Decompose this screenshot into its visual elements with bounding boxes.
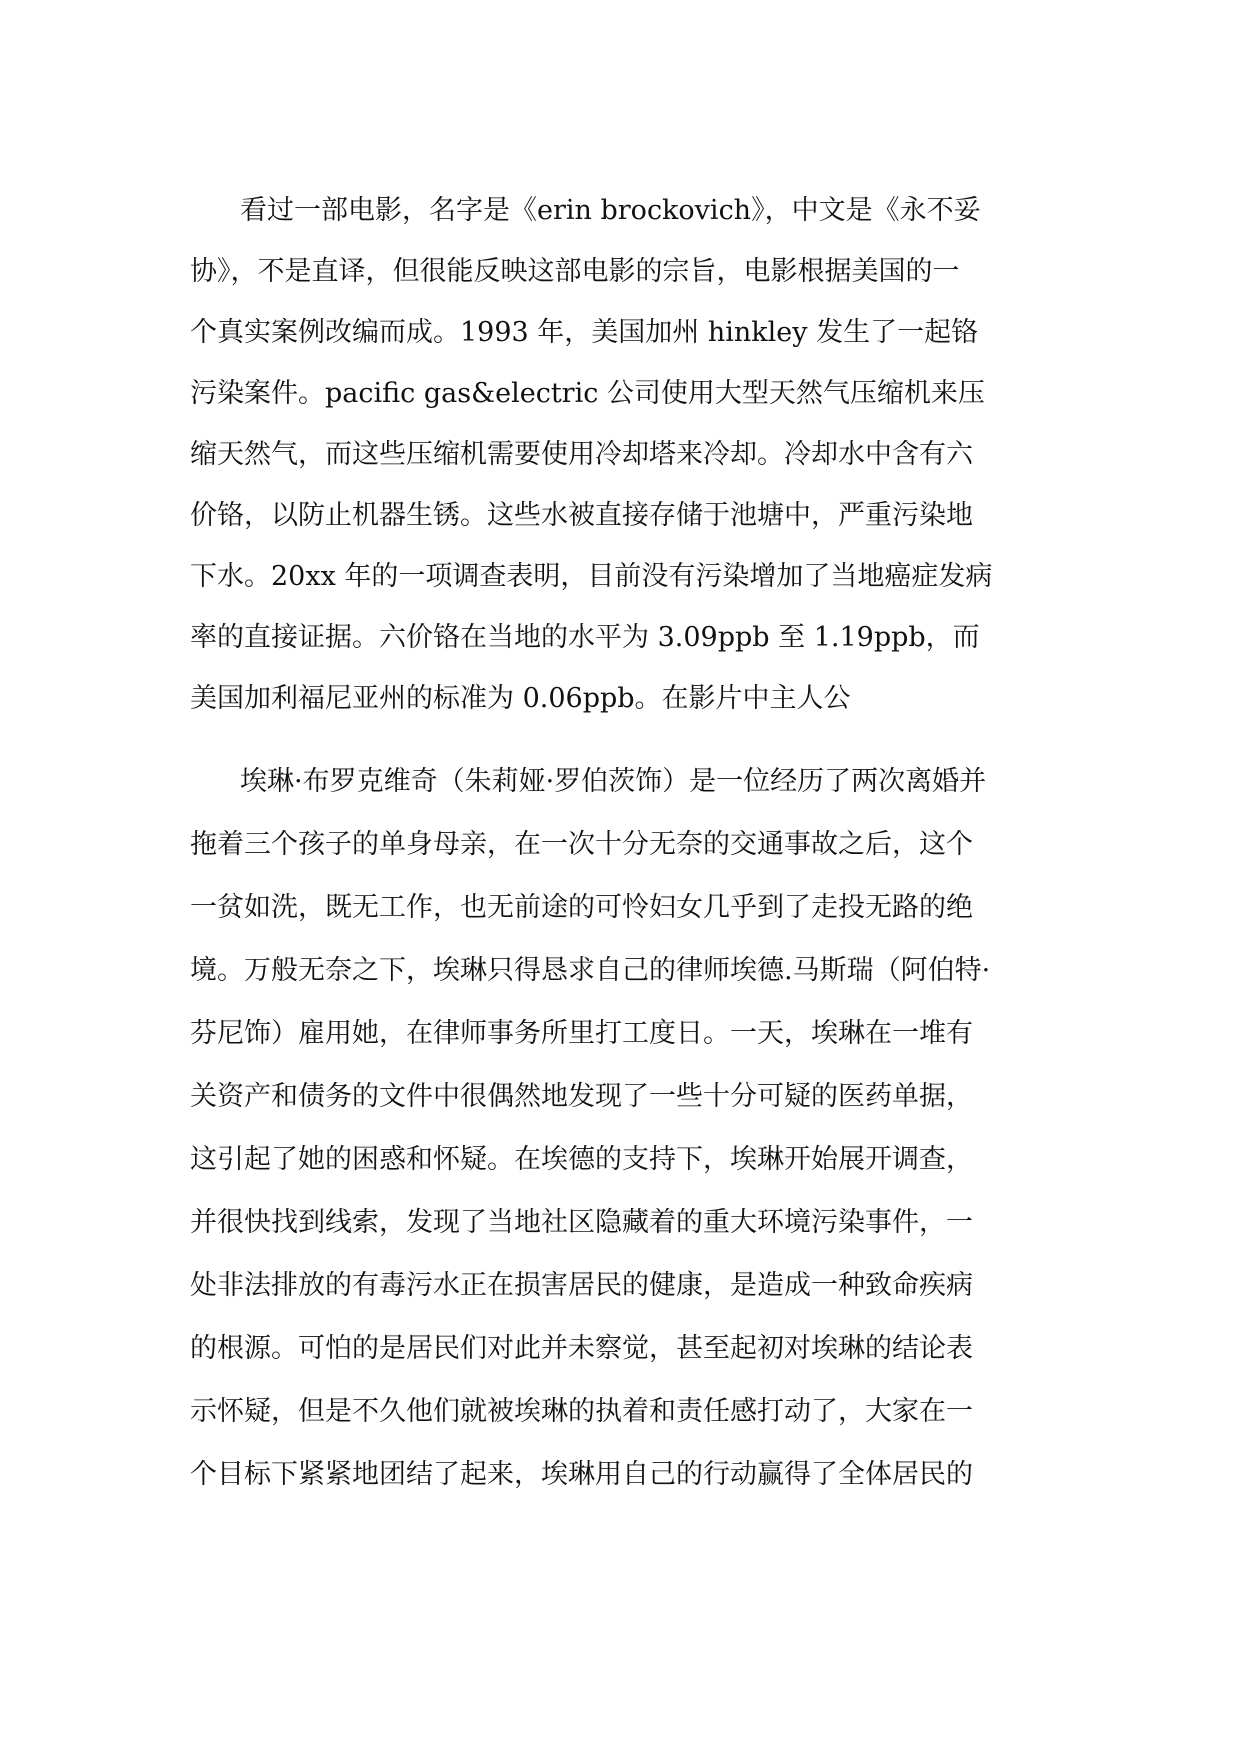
text-line: 看过一部电影，名字是《erin brockovich》，中文是《永不妥 bbox=[240, 195, 981, 226]
text-line: 污染案件。pacific gas&electric 公司使用大型天然气压缩机来压 bbox=[190, 378, 985, 409]
text-line: 关资产和债务的文件中很偶然地发现了一些十分可疑的医药单据， bbox=[190, 1081, 973, 1112]
text-line: 的根源。可怕的是居民们对此并未察觉，甚至起初对埃琳的结论表 bbox=[190, 1333, 973, 1364]
text-line: 境。万般无奈之下，埃琳只得恳求自己的律师埃德.马斯瑞（阿伯特· bbox=[190, 955, 991, 986]
text-line: 芬尼饰）雇用她，在律师事务所里打工度日。一天，埃琳在一堆有 bbox=[190, 1018, 973, 1049]
text-line: 个真实案例改编而成。1993 年，美国加州 hinkley 发生了一起铬 bbox=[190, 317, 979, 348]
text-line: 美国加利福尼亚州的标准为 0.06ppb。在影片中主人公 bbox=[190, 683, 851, 714]
text-line: 价铬，以防止机器生锈。这些水被直接存储于池塘中，严重污染地 bbox=[190, 500, 973, 531]
text-line: 缩天然气，而这些压缩机需要使用冷却塔来冷却。冷却水中含有六 bbox=[190, 439, 973, 470]
text-line: 协》，不是直译，但很能反映这部电影的宗旨，电影根据美国的一 bbox=[190, 256, 960, 287]
text-line: 一贫如洗，既无工作，也无前途的可怜妇女几乎到了走投无路的绝 bbox=[190, 892, 973, 923]
text-line: 拖着三个孩子的单身母亲，在一次十分无奈的交通事故之后，这个 bbox=[190, 829, 973, 860]
text-line: 处非法排放的有毒污水正在损害居民的健康，是造成一种致命疾病 bbox=[190, 1270, 973, 1301]
text-line: 示怀疑，但是不久他们就被埃琳的执着和责任感打动了，大家在一 bbox=[190, 1396, 973, 1427]
text-line: 埃琳·布罗克维奇（朱莉娅·罗伯茨饰）是一位经历了两次离婚并 bbox=[240, 766, 987, 797]
text-line: 这引起了她的困惑和怀疑。在埃德的支持下，埃琳开始展开调查， bbox=[190, 1144, 973, 1175]
text-line: 并很快找到线索，发现了当地社区隐藏着的重大环境污染事件，一 bbox=[190, 1207, 973, 1238]
text-line: 个目标下紧紧地团结了起来，埃琳用自己的行动赢得了全体居民的 bbox=[190, 1459, 973, 1490]
text-line: 下水。20xx 年的一项调查表明，目前没有污染增加了当地癌症发病 bbox=[190, 561, 993, 592]
text-line: 率的直接证据。六价铬在当地的水平为 3.09ppb 至 1.19ppb，而 bbox=[190, 622, 980, 653]
